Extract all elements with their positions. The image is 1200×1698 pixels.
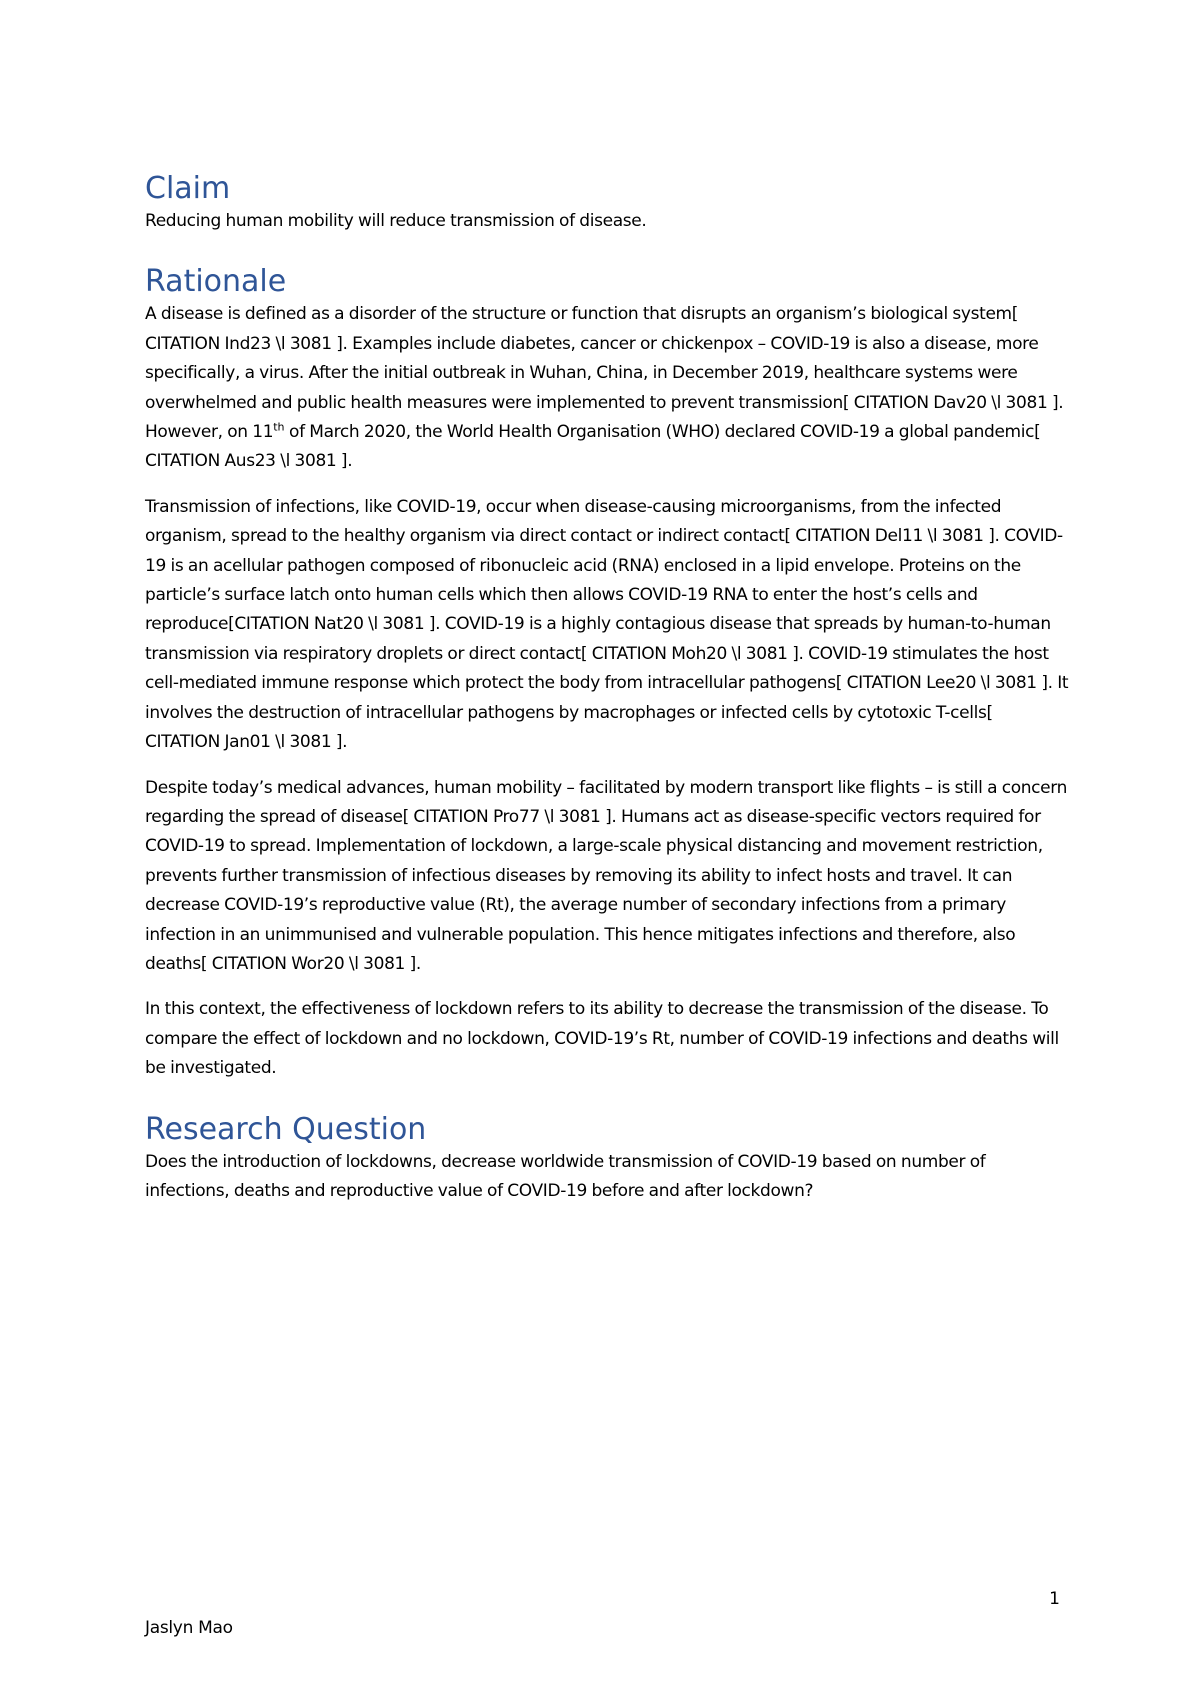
claim-paragraph: Reducing human mobility will reduce transmission of disease. <box>145 211 647 231</box>
rationale-paragraph-1 <box>145 300 1070 476</box>
rationale-paragraph-1-part-b: of March 2020, the World Health Organisation (WHO) declared COVID-19 a global pandemic[ CITATION Aus23 \l 3081 ]. <box>145 422 1041 472</box>
research-question-paragraph: Does the introduction of lockdowns, decrease worldwide transmission of COVID-19 based on number of infections, deaths and reproductive value of COVID-19 before and after lockdown? <box>145 1151 986 1201</box>
document-body <box>145 165 1070 1206</box>
research-question-heading: Research Question <box>145 1111 427 1147</box>
claim-heading: Claim <box>145 171 231 206</box>
research-question-section <box>145 1112 1070 1207</box>
rationale-body <box>145 300 1070 1083</box>
rationale-section <box>145 264 1070 1083</box>
rationale-paragraph-4: In this context, the effectiveness of lockdown refers to its ability to decrease the transmission of the disease. To compare the effect of lockdown and no lockdown, COVID-19’s Rt, number of COVID-19 infections and deaths will be investigated. <box>145 999 1059 1079</box>
page-number: 1 <box>1049 1589 1060 1609</box>
rationale-heading: Rationale <box>145 264 287 300</box>
claim-section <box>145 171 1070 236</box>
rationale-paragraph-2: Transmission of infections, like COVID-19, occur when disease-causing microorganisms, from the infected organism, spread to the healthy organism via direct contact or indirect contact[ CITATION Del11 \l 3081 ]. COVID-19 is an acellular pathogen composed of ribonucleic acid (RNA) enclosed in a lipid envelope. Proteins on the particle’s surface latch onto human cells which then allows COVID-19 RNA to enter the host’s cells and reproduce[CITATION Nat20 \l 3081 ]. COVID-19 is a highly contagious disease that spreads by human-to-human transmission via respiratory droplets or direct contact[ CITATION Moh20 \l 3081 ]. COVID-19 stimulates the host cell-mediated immune response which protect the body from intracellular pathogens[ CITATION Lee20 \l 3081 ]. It involves the destruction of intracellular pathogens by macrophages or infected cells by cytotoxic T-cells[ CITATION Jan01 \l 3081 ]. <box>145 496 1069 753</box>
footer-author: Jaslyn Mao <box>145 1618 233 1638</box>
rationale-paragraph-1-part-a: A disease is defined as a disorder of the structure or function that disrupts an organism’s biological system[ CITATION Ind23 \l 3081 ]. Examples include diabetes, cancer or chickenpox – COVID-19 is also a disease, more specifically, a virus. After the initial outbreak in Wuhan, China, in December 2019, healthcare systems were overwhelmed and public health measures were implemented to prevent transmission[ CITATION Dav20 \l 3081 ]. However, on 11 <box>145 304 1064 443</box>
ordinal-superscript: th <box>273 420 285 434</box>
claim-body <box>145 207 1070 236</box>
rationale-paragraph-3: Despite today’s medical advances, human mobility – facilitated by modern transport like flights – is still a concern regarding the spread of disease[ CITATION Pro77 \l 3081 ]. Humans act as disease-specific vectors required for COVID-19 to spread. Implementation of lockdown, a large-scale physical distancing and movement restriction, prevents further transmission of infectious diseases by removing its ability to infect hosts and travel. It can decrease COVID-19’s reproductive value (Rt), the average number of secondary infections from a primary infection in an unimmunised and vulnerable population. This hence mitigates infections and therefore, also deaths[ CITATION Wor20 \l 3081 ]. <box>145 777 1068 974</box>
research-question-body <box>145 1148 1070 1207</box>
